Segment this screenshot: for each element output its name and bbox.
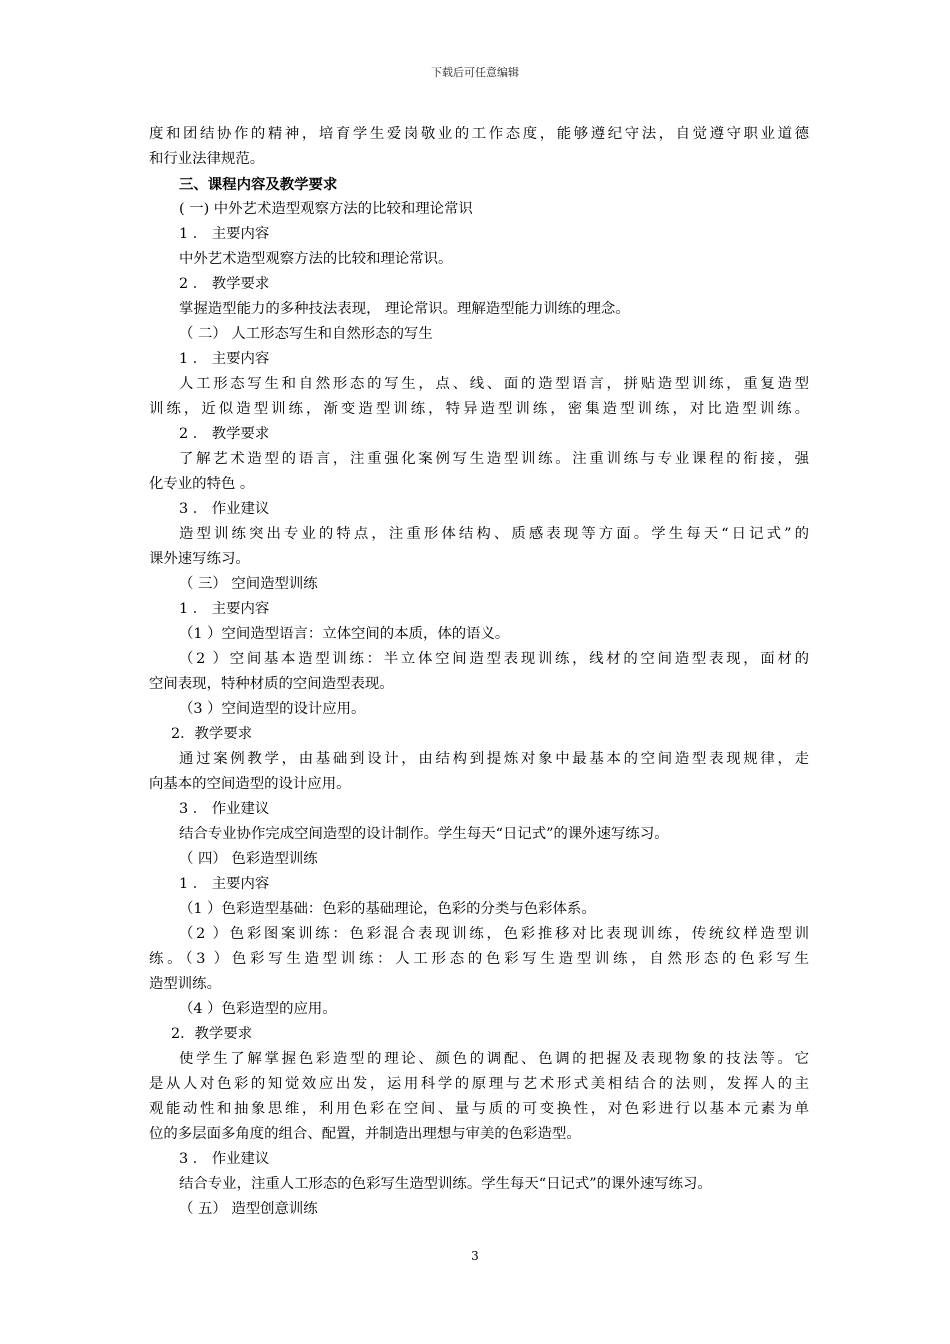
text-line: 结合专业，注重人工形态的色彩写生造型训练。学生每天“日记式”的课外速写练习。 [179, 1176, 712, 1192]
text-line: 观能动性和抽象思维，利用色彩在空间、量与质的可变换性，对色彩进行以基本元素为单 [149, 1101, 809, 1117]
subsection-heading: （ 五） 造型创意训练 [179, 1201, 318, 1217]
item-heading: 3 ． 作业建议 [179, 1151, 270, 1167]
text-line: 度和团结协作的精神，培育学生爱岗敬业的工作态度，能够遵纪守法，自觉遵守职业道德 [149, 126, 809, 142]
text-line: 训练，近似造型训练，渐变造型训练，特异造型训练，密集造型训练，对比造型训练。 [149, 401, 809, 417]
text-line: 和行业法律规范。 [149, 151, 265, 167]
text-line: 了解艺术造型的语言，注重强化案例写生造型训练。注重训练与专业课程的衔接，强 [179, 451, 809, 467]
text-line: 使学生了解掌握色彩造型的理论、颜色的调配、色调的把握及表现物象的技法等。它 [179, 1051, 809, 1067]
list-item: （1 ）色彩造型基础：色彩的基础理论，色彩的分类与色彩体系。 [179, 901, 596, 917]
text-line: 人工形态写生和自然形态的写生，点、线、面的造型语言，拼贴造型训练，重复造型 [179, 376, 809, 392]
text-line: 向基本的空间造型的设计应用。 [149, 776, 351, 792]
item-heading: 1 ． 主要内容 [179, 601, 270, 617]
document-body [149, 122, 809, 1222]
list-item: （2 ）空间基本造型训练：半立体空间造型表现训练，线材的空间造型表现，面材的 [179, 651, 809, 667]
item-heading: 3 ． 作业建议 [179, 801, 270, 817]
text-line: 是从人对色彩的知觉效应出发，运用科学的原理与艺术形式美相结合的法则，发挥人的主 [149, 1076, 809, 1092]
item-heading: 2 ． 教学要求 [179, 426, 270, 442]
list-item: （4 ）色彩造型的应用。 [179, 1001, 337, 1017]
item-heading: 1 ． 主要内容 [179, 876, 270, 892]
item-heading: 2．教学要求 [171, 726, 253, 742]
item-heading: 2 ． 教学要求 [179, 276, 270, 292]
section-heading: 三、课程内容及教学要求 [179, 176, 338, 193]
subsection-heading: ( 一) 中外艺术造型观察方法的比较和理论常识 [179, 201, 473, 217]
text-line: 位的多层面多角度的组合、配置，并制造出理想与审美的色彩造型。 [149, 1126, 581, 1142]
text-line: 造型训练突出专业的特点，注重形体结构、质感表现等方面。学生每天“日记式”的 [179, 526, 809, 542]
text-line: 造型训练。 [149, 976, 221, 992]
page-header: 下载后可任意编辑 [431, 66, 519, 79]
list-item: （2 ）色彩图案训练：色彩混合表现训练，色彩推移对比表现训练，传统纹样造型训 [179, 926, 809, 942]
text-line: 结合专业协作完成空间造型的设计制作。学生每天“日记式”的课外速写练习。 [179, 826, 669, 842]
list-item: 练。（3 ）色彩写生造型训练：人工形态的色彩写生造型训练，自然形态的色彩写生 [149, 951, 809, 967]
item-heading: 1 ． 主要内容 [179, 351, 270, 367]
page-number: 3 [471, 1249, 479, 1263]
list-item: （1 ）空间造型语言：立体空间的本质，体的语义。 [179, 626, 510, 642]
list-item: （3 ）空间造型的设计应用。 [179, 701, 366, 717]
subsection-heading: （ 四） 色彩造型训练 [179, 851, 318, 867]
item-heading: 2．教学要求 [171, 1026, 253, 1042]
text-line: 化专业的特色 。 [149, 476, 255, 492]
text-line: 课外速写练习。 [149, 551, 250, 567]
text-line: 空间表现，特种材质的空间造型表现。 [149, 676, 394, 692]
item-heading: 1 ． 主要内容 [179, 226, 270, 242]
text-line: 通过案例教学，由基础到设计，由结构到提炼对象中最基本的空间造型表现规律，走 [179, 751, 809, 767]
item-heading: 3 ． 作业建议 [179, 501, 270, 517]
text-line: 掌握造型能力的多种技法表现， 理论常识。理解造型能力训练的理念。 [179, 301, 630, 317]
subsection-heading: （ 三） 空间造型训练 [179, 576, 318, 592]
text-line: 中外艺术造型观察方法的比较和理论常识。 [179, 251, 453, 267]
subsection-heading: （ 二） 人工形态写生和自然形态的写生 [179, 326, 433, 342]
